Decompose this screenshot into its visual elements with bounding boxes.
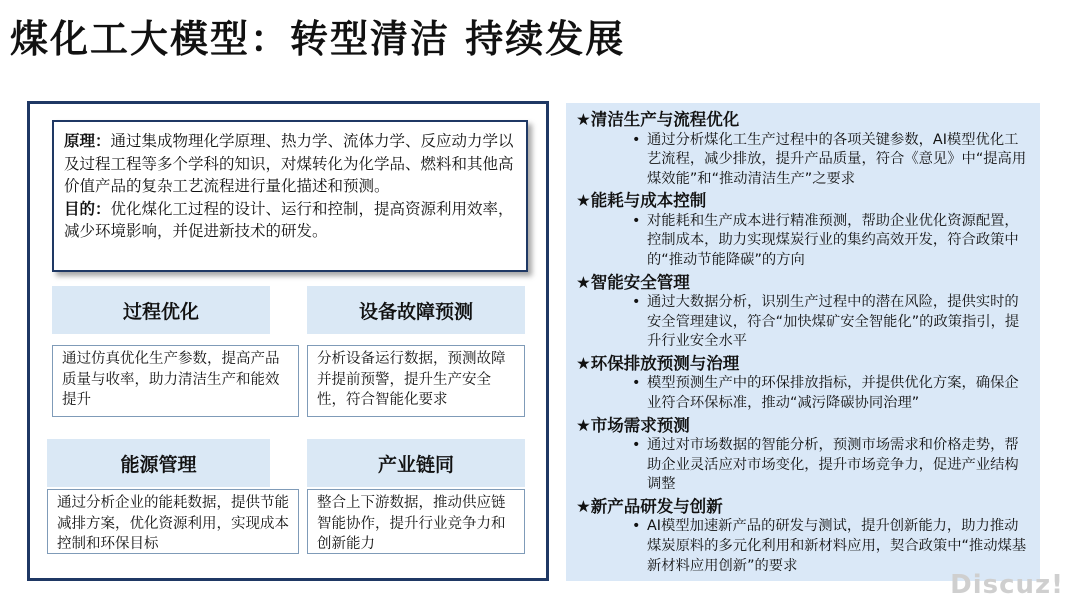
purpose-label: 目的： bbox=[64, 199, 111, 218]
left-panel bbox=[27, 101, 549, 581]
bullet-icon: • bbox=[632, 212, 641, 229]
bullet-icon: • bbox=[632, 437, 641, 454]
page-title: 煤化工大模型：转型清洁 持续发展 bbox=[10, 17, 626, 61]
section-title: ★能耗与成本控制 bbox=[576, 191, 707, 211]
watermark-logo: Discuz! bbox=[950, 570, 1064, 600]
section-energy-cost bbox=[576, 190, 1032, 270]
card-body-process-optimization: 通过仿真优化生产参数，提高产品质量与收率，助力清洁生产和能效提升 bbox=[52, 345, 299, 417]
section-item bbox=[576, 293, 1032, 352]
section-text: 模型预测生产中的环保排放指标，并提供优化方案，确保企业符合环保标准，推动“减污降碳协同治理” bbox=[647, 375, 1019, 411]
bullet-icon: • bbox=[632, 375, 641, 392]
section-title: ★新产品研发与创新 bbox=[576, 496, 723, 516]
right-panel bbox=[566, 103, 1040, 581]
intro-box bbox=[52, 120, 528, 272]
card-body-energy-management: 通过分析企业的能耗数据，提供节能减排方案，优化资源利用，实现成本控制和环保目标 bbox=[47, 489, 299, 554]
bullet-icon: • bbox=[632, 294, 641, 311]
section-innovation bbox=[576, 496, 1032, 576]
card-title-process-optimization: 过程优化 bbox=[52, 286, 270, 334]
section-title: ★智能安全管理 bbox=[576, 272, 690, 292]
section-item bbox=[576, 131, 1032, 190]
principle-label: 原理： bbox=[64, 132, 111, 150]
section-text: AI模型加速新产品的研发与测试，提升创新能力，助力推动煤炭原料的多元化利用和新材料应用，契合政策中“推动煤基新材料应用创新”的要求 bbox=[647, 518, 1027, 574]
section-safety bbox=[576, 272, 1032, 352]
section-text: 通过大数据分析，识别生产过程中的潜在风险，提供实时的安全管理建议，符合“加快煤矿安全智能化”的政策指引，提升行业安全水平 bbox=[647, 294, 1020, 350]
card-body-fault-prediction: 分析设备运行数据，预测故障并提前预警，提升生产安全性，符合智能化要求 bbox=[307, 345, 525, 417]
bullet-icon: • bbox=[632, 518, 641, 535]
section-emissions bbox=[576, 353, 1032, 414]
section-item bbox=[576, 517, 1032, 576]
bullet-icon: • bbox=[632, 131, 641, 148]
card-title-energy-management: 能源管理 bbox=[47, 439, 270, 487]
card-title-fault-prediction: 设备故障预测 bbox=[307, 286, 525, 334]
section-text: 通过对市场数据的智能分析，预测市场需求和价格走势，帮助企业灵活应对市场变化，提升市场竞争力，促进产业结构调整 bbox=[647, 437, 1019, 493]
section-item bbox=[576, 374, 1032, 413]
section-title: ★环保排放预测与治理 bbox=[576, 353, 740, 373]
section-item bbox=[576, 212, 1032, 271]
section-item bbox=[576, 436, 1032, 495]
card-title-industry-chain: 产业链同 bbox=[307, 439, 525, 487]
section-market bbox=[576, 415, 1032, 495]
section-clean-production bbox=[576, 109, 1032, 189]
section-title: ★清洁生产与流程优化 bbox=[576, 110, 740, 129]
section-text: 对能耗和生产成本进行精准预测，帮助企业优化资源配置，控制成本，助力实现煤炭行业的集约高效开发，符合政策中的“推动节能降碳”的方向 bbox=[647, 212, 1019, 268]
section-text: 通过分析煤化工生产过程中的各项关键参数，AI模型优化工艺流程，减少排放，提升产品质量，符合《意见》中“提高用煤效能”和“推动清洁生产”之要求 bbox=[647, 131, 1027, 187]
card-body-industry-chain: 整合上下游数据，推动供应链智能协作，提升行业竞争力和创新能力 bbox=[307, 489, 525, 554]
principle-text: 通过集成物理化学原理、热力学、流体力学、反应动力学以及过程工程等多个学科的知识，对煤转化为化学品、燃料和其他高价值产品的复杂工艺流程进行量化描述和预测。 bbox=[64, 132, 514, 196]
section-title: ★市场需求预测 bbox=[576, 415, 690, 435]
purpose-text: 优化煤化工过程的设计、运行和控制，提高资源利用效率，减少环境影响，并促进新技术的研发。 bbox=[64, 199, 514, 241]
